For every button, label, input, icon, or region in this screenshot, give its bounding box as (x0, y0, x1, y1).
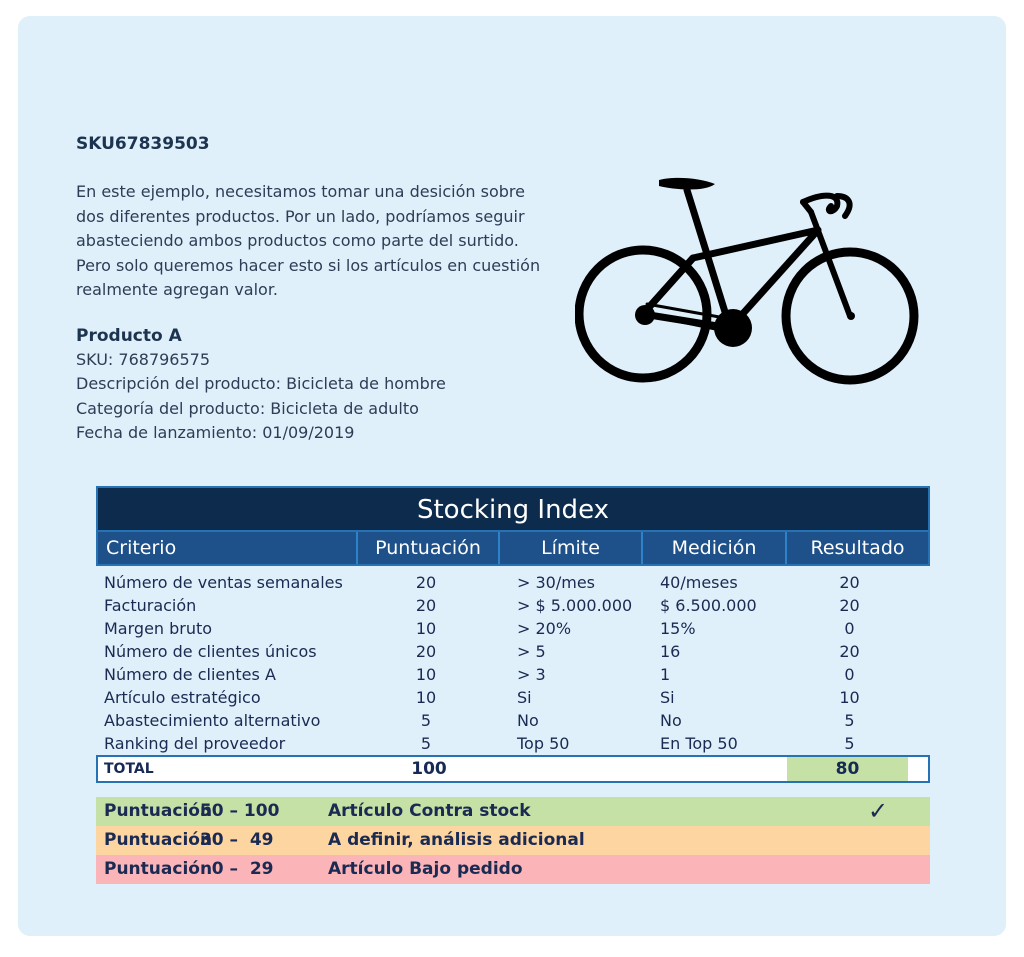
intro-paragraph: En este ejemplo, necesitamos tomar una desición sobre dos diferentes productos. Por un lado, podríamos seguir abasteciendo ambos productos como parte del surtido. Pero solo queremos hacer esto si los artículos en cuestión realmente agregan valor. (76, 182, 541, 299)
sku-heading: SKU67839503 (76, 134, 210, 154)
cell-criterio: Artículo estratégico (104, 688, 261, 707)
legend-text: Artículo Contra stock (328, 801, 531, 821)
legend-row-stock (96, 797, 930, 826)
table-row (96, 571, 930, 594)
cell-puntuacion: 5 (420, 734, 432, 753)
legend-range: 50 – 100 (194, 801, 280, 821)
cell-puntuacion: 10 (415, 665, 437, 684)
cell-medicion: Si (660, 688, 675, 707)
cell-criterio: Margen bruto (104, 619, 213, 638)
cell-limite: Top 50 (517, 734, 570, 753)
index-title: Stocking Index (96, 486, 930, 530)
product-details (76, 348, 446, 445)
legend-row-order (96, 855, 930, 884)
legend-range: 0 – 29 (194, 859, 274, 879)
header-criterio: Criterio (98, 532, 358, 564)
cell-medicion: 40/meses (660, 573, 738, 592)
cell-resultado: 10 (839, 688, 860, 707)
cell-criterio: Abastecimiento alternativo (104, 711, 321, 730)
table-row (96, 594, 930, 617)
total-score: 100 (411, 759, 447, 779)
cell-limite: Si (517, 688, 532, 707)
cell-puntuacion: 20 (415, 573, 437, 592)
total-result: 80 (787, 757, 908, 781)
legend-text: Artículo Bajo pedido (328, 859, 523, 879)
cell-puntuacion: 10 (415, 619, 437, 638)
cell-resultado: 20 (839, 596, 860, 615)
cell-resultado: 5 (844, 711, 855, 730)
legend-label: Puntuación (104, 830, 213, 850)
product-title: Producto A (76, 326, 182, 346)
cell-limite: > $ 5.000.000 (517, 596, 633, 615)
cell-resultado: 0 (844, 619, 855, 638)
cell-limite: > 30/mes (517, 573, 596, 592)
header-resultado: Resultado (810, 537, 905, 559)
cell-criterio: Facturación (104, 596, 197, 615)
cell-medicion: 15% (660, 619, 696, 638)
cell-puntuacion: 20 (415, 642, 437, 661)
cell-resultado: 0 (844, 665, 855, 684)
cell-limite: > 20% (517, 619, 572, 638)
header-medicion: Medición (643, 532, 787, 564)
cell-medicion: No (660, 711, 682, 730)
table-row (96, 686, 930, 709)
product-description: Descripción del producto: Bicicleta de hombre (76, 374, 446, 394)
cell-puntuacion: 20 (415, 596, 437, 615)
cell-resultado: 20 (839, 642, 860, 661)
total-spacer (500, 757, 787, 781)
bicycle-icon (575, 172, 925, 388)
header-puntuacion: Puntuación (358, 532, 500, 564)
legend-label: Puntuación (104, 859, 213, 879)
cell-limite: > 5 (517, 642, 546, 661)
cell-medicion: En Top 50 (660, 734, 738, 753)
cell-criterio: Número de clientes A (104, 665, 276, 684)
cell-puntuacion: 10 (415, 688, 437, 707)
cell-resultado: 5 (844, 734, 855, 753)
cell-medicion: 16 (660, 642, 681, 661)
legend-row-define (96, 826, 930, 855)
table-body (96, 566, 930, 755)
stocking-index-table (96, 486, 930, 884)
cell-medicion: 1 (660, 665, 671, 684)
total-row (96, 755, 930, 783)
table-row (96, 709, 930, 732)
total-label: TOTAL (104, 761, 154, 777)
table-row (96, 732, 930, 755)
cell-puntuacion: 5 (420, 711, 432, 730)
legend-label: Puntuación (104, 801, 213, 821)
cell-criterio: Número de clientes únicos (104, 642, 317, 661)
cell-resultado: 20 (839, 573, 860, 592)
header-limite: Límite (500, 532, 643, 564)
table-row (96, 663, 930, 686)
cell-limite: No (517, 711, 539, 730)
product-launch-date: Fecha de lanzamiento: 01/09/2019 (76, 422, 355, 442)
cell-criterio: Número de ventas semanales (104, 573, 343, 592)
cell-criterio: Ranking del proveedor (104, 734, 286, 753)
score-legend (96, 797, 930, 884)
product-category: Categoría del producto: Bicicleta de adulto (76, 398, 419, 418)
cell-limite: > 3 (517, 665, 546, 684)
table-row (96, 640, 930, 663)
legend-range: 30 – 49 (194, 830, 274, 850)
table-header (96, 530, 930, 566)
table-row (96, 617, 930, 640)
legend-text: A definir, análisis adicional (328, 830, 585, 850)
product-sku: SKU: 768796575 (76, 350, 211, 369)
checkmark-icon: ✓ (867, 797, 889, 825)
cell-medicion: $ 6.500.000 (660, 596, 757, 615)
